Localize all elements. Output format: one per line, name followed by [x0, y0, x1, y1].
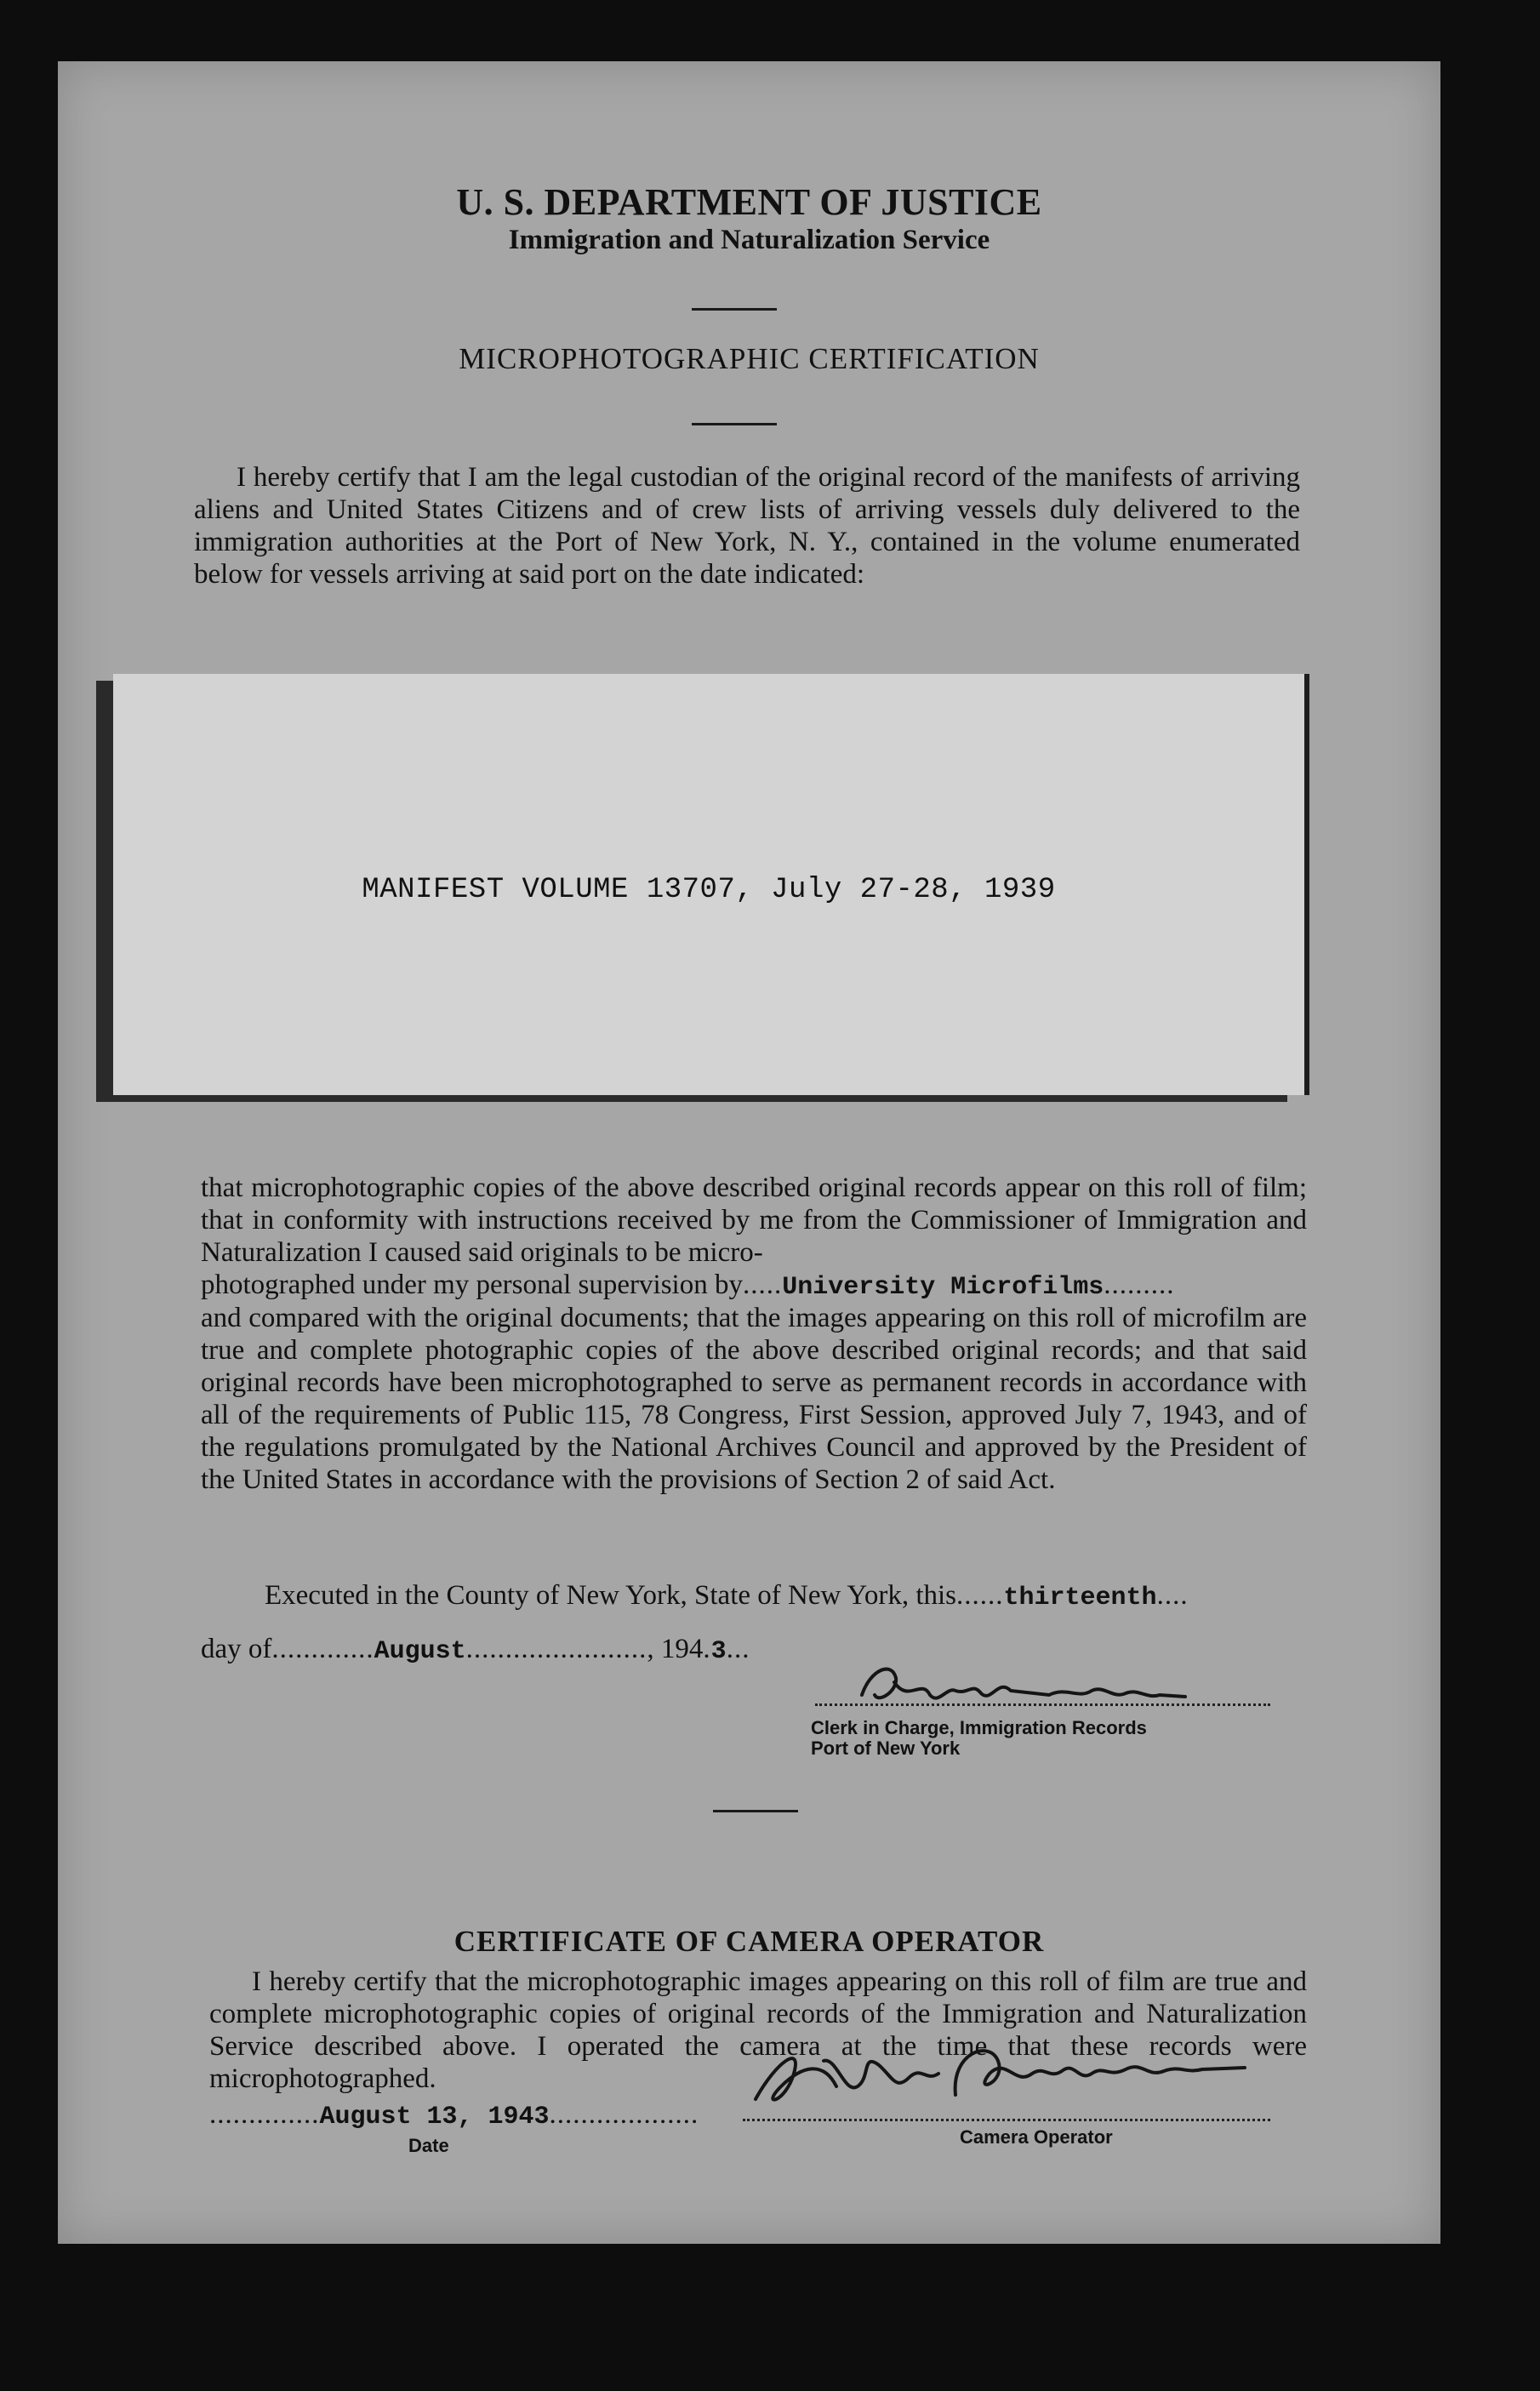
day-of-line: day of.............August......................., 194.3...: [201, 1634, 750, 1666]
executed-prefix: Executed in the County of New York, State of New York, this: [265, 1580, 957, 1611]
supervision-line: photographed under my personal supervision by.....University Microfilms.........: [201, 1270, 1175, 1302]
manifest-volume-text: MANIFEST VOLUME 13707, July 27-28, 1939: [362, 874, 1056, 906]
intro-text: I hereby certify that I am the legal custodian of the original record of the manifests of arriving aliens and United States Citizens and of crew lists of arriving vessels duly delivered to the immigration authorities at the Port of New York, N. Y., contained in the volume enumerated below for vessels arriving at said port on the date indicated:: [194, 462, 1300, 590]
camera-operator-title: CERTIFICATE OF CAMERA OPERATOR: [453, 1925, 1045, 1958]
intro-paragraph: [194, 461, 1300, 591]
department-heading: U. S. DEPARTMENT OF JUSTICE: [456, 181, 1042, 223]
clerk-signature: [845, 1652, 1245, 1720]
camera-operator-signature-line: [743, 2119, 1270, 2121]
date-label: Date: [408, 2135, 449, 2156]
date-line: ..............August 13, 1943...................: [209, 2099, 699, 2131]
divider: [692, 423, 777, 425]
service-subheading: Immigration and Naturalization Service: [508, 225, 990, 255]
certification-title: MICROPHOTOGRAPHIC CERTIFICATION: [459, 342, 1040, 375]
certificate-sheet: [58, 61, 1440, 2244]
divider: [692, 308, 777, 311]
executed-line: Executed in the County of New York, State of New York, this......thirteenth....: [265, 1580, 1189, 1612]
camera-operator-text: I hereby certify that the microphotographic images appearing on this roll of film are true and complete microphotographic copies of original records of the Immigration and Naturalization Service described above. I operated the camera at the time that these records were microphotographed.: [209, 1966, 1307, 2094]
clerk-title-line-1: Clerk in Charge, Immigration Records: [811, 1717, 1147, 1738]
supervision-prefix: photographed under my personal supervision by: [201, 1270, 743, 1300]
day-of-label: day of: [201, 1634, 272, 1664]
clerk-title-line-2: Port of New York: [811, 1738, 961, 1759]
date-value: August 13, 1943: [319, 2103, 550, 2131]
divider: [713, 1810, 798, 1812]
executed-day: thirteenth: [1003, 1584, 1157, 1612]
month-value: August: [374, 1637, 466, 1666]
camera-operator-label: Camera Operator: [960, 2126, 1113, 2148]
body-paragraph-2: [201, 1302, 1307, 1496]
supervision-company: University Microfilms: [782, 1273, 1104, 1302]
body-paragraph-1: [201, 1172, 1307, 1269]
body-text-1: that microphotographic copies of the above described original records appear on this roll of film; that in conformity with instructions received by me from the Commissioner of Immigration and Naturalization I caused said originals to be micro-: [201, 1173, 1307, 1268]
clerk-signature-line: [815, 1703, 1270, 1706]
camera-operator-signature: [743, 2027, 1270, 2120]
manifest-volume-card: [113, 674, 1304, 1095]
year-prefix: , 194: [647, 1634, 704, 1664]
body-text-2: and compared with the original documents; that the images appearing on this roll of microfilm are true and complete photographic copies of the above described original records; and that said original records have been microphotographed to serve as permanent records in accordance with all of the requirements of Public 115, 78 Congress, First Session, approved July 7, 1943, and of the regulations promulgated by the National Archives Council and approved by the President of the United States in accordance with the provisions of Section 2 of said Act.: [201, 1303, 1307, 1495]
year-suffix: 3: [710, 1637, 727, 1666]
